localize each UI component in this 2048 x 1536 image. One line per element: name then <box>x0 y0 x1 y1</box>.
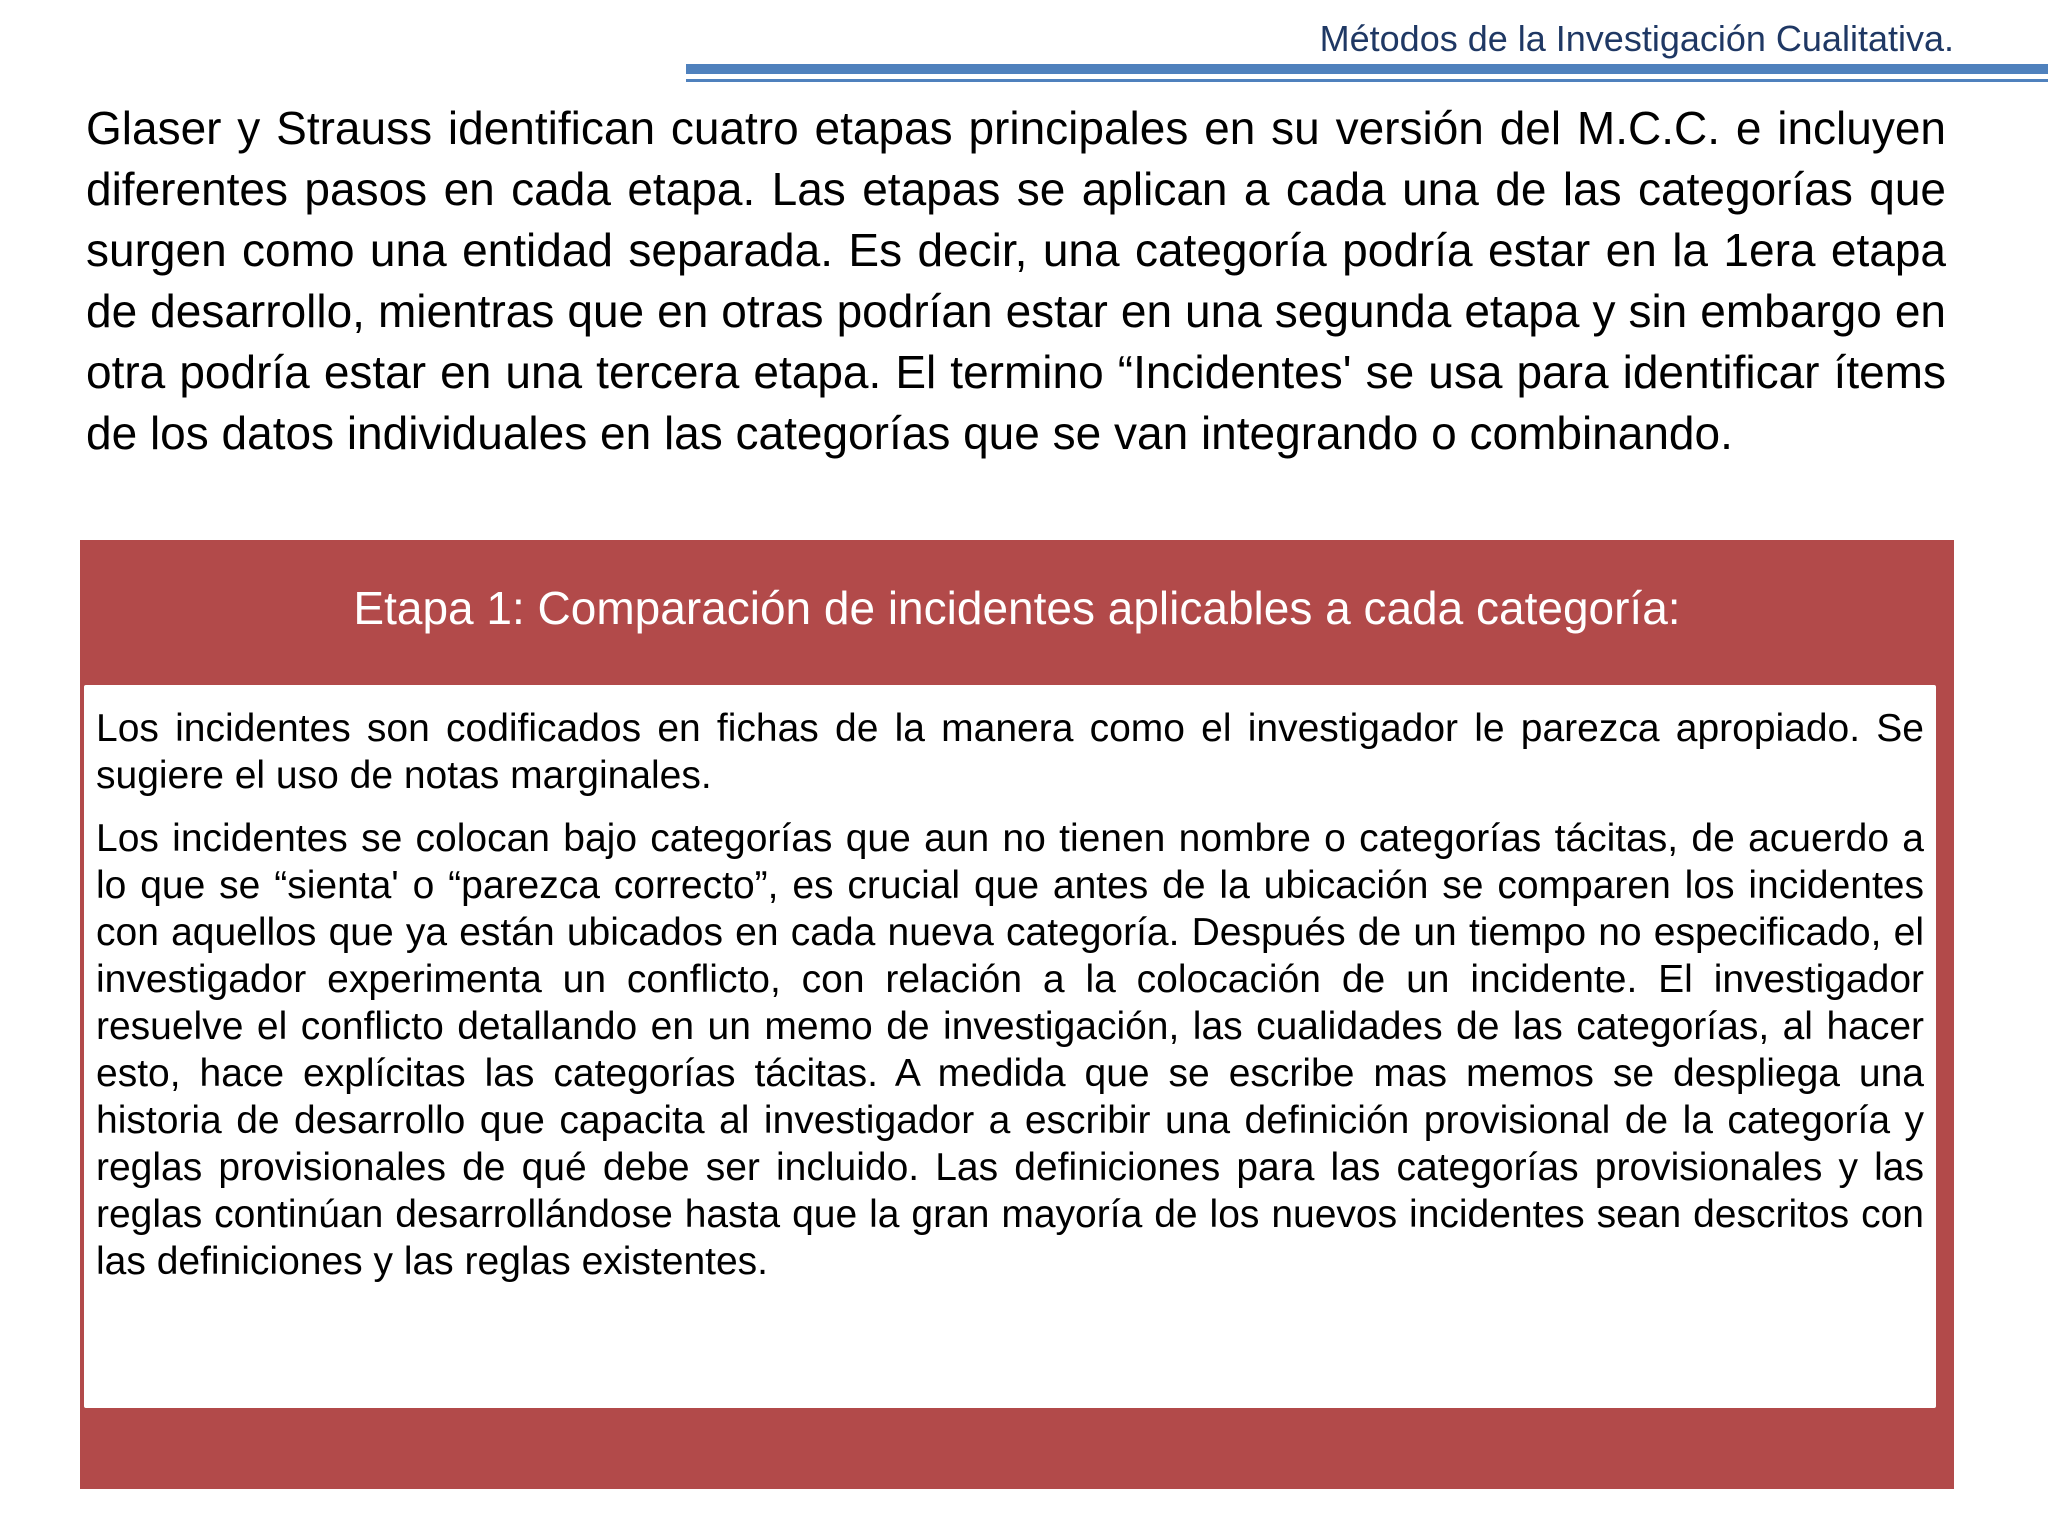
document-header-title: Métodos de la Investigación Cualitativa. <box>1319 18 1954 59</box>
header-rule-thick <box>686 64 2048 74</box>
stage-paragraph-2: Los incidentes se colocan bajo categorías que aun no tienen nombre o categorías tácitas, de acuerdo a lo que se “sienta' o “parezca correcto”, es crucial que antes de la ubicación se comparen los incidentes con aquellos que ya están ubicados en cada nueva categoría. Después de un tiempo no especificado, el investigador experimenta un conflicto, con relación a la colocación de un incidente. El investigador resuelve el conflicto detallando en un memo de investigación, las cualidades de las categorías, al hacer esto, hace explícitas las categorías tácitas. A medida que se escribe mas memos se despliega una historia de desarrollo que capacita al investigador a escribir una definición provisional de la categoría y reglas provisionales de qué debe ser incluido. Las definiciones para las categorías provisionales y las reglas continúan desarrollándose hasta que la gran mayoría de los nuevos incidentes sean descritos con las definiciones y las reglas existentes. <box>96 817 1924 1283</box>
stage-title: Etapa 1: Comparación de incidentes aplicables a cada categoría: <box>353 582 1681 634</box>
stage-content <box>96 705 1924 1301</box>
stage-content-box <box>80 681 1940 1412</box>
intro-paragraph: Glaser y Strauss identifican cuatro etapas principales en su versión del M.C.C. e incluyen diferentes pasos en cada etapa. Las etapas se aplican a cada una de las categorías que surgen como una entidad separada. Es decir, una categoría podría estar en la 1era etapa de desarrollo, mientras que en otras podrían estar en una segunda etapa y sin embargo en otra podría estar en una tercera etapa. El termino “Incidentes' se usa para identificar ítems de los datos individuales en las categorías que se van integrando o combinando. <box>86 102 1946 459</box>
header-rule-thin <box>686 79 2048 82</box>
stage-paragraph-1: Los incidentes son codificados en fichas de la manera como el investigador le parezca apropiado. Se sugiere el uso de notas marginales. <box>96 707 1924 797</box>
